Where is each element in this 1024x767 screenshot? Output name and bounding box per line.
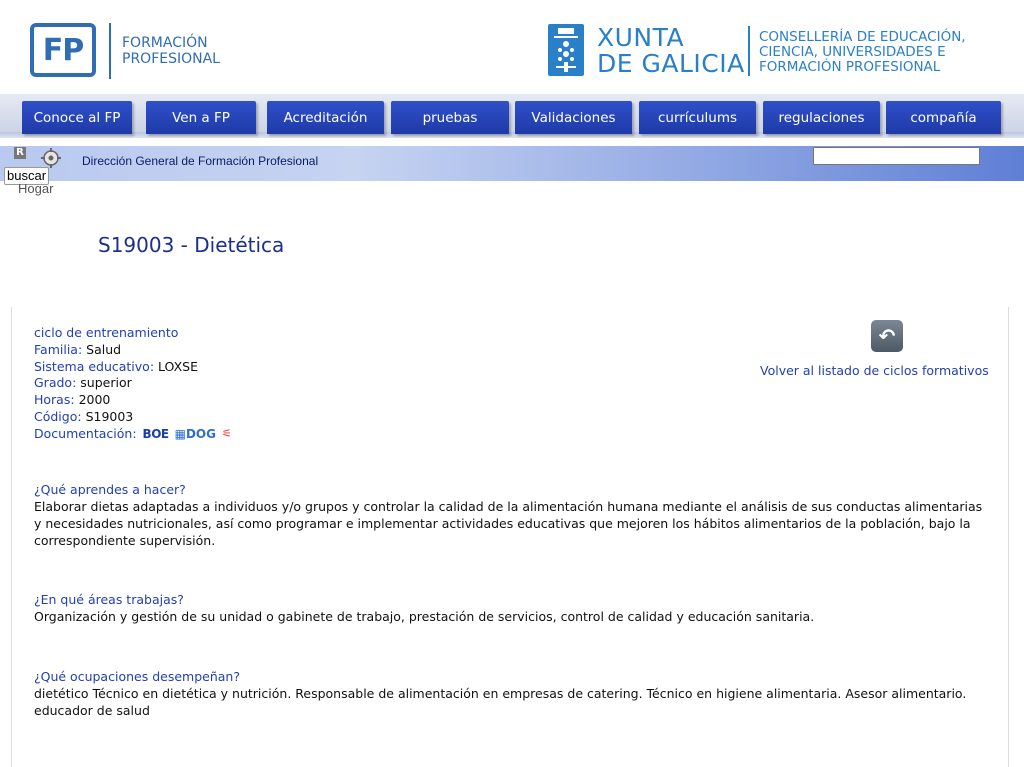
direccion-general-text: Dirección General de Formación Profesional <box>82 154 319 168</box>
info-code: Código: S19003 <box>34 408 134 424</box>
tab-regulaciones[interactable]: regulaciones <box>763 101 880 134</box>
info-hours: Horas: 2000 <box>34 392 111 408</box>
back-to-list-link[interactable]: Volver al listado de ciclos formativos <box>760 363 989 378</box>
back-arrow-icon[interactable]: ↶ <box>871 320 903 352</box>
page-title: S19003 - Dietética <box>98 233 285 257</box>
section-occupations: ¿Qué ocupaciones desempeñan? dietético Técnico en dietética y nutrición. Responsable de alimentación en empresas de catering. Técnico en higiene alimentaria. Asesor alimentario. educador de salud <box>34 669 967 718</box>
tab-acreditacion[interactable]: Acreditación <box>267 101 384 134</box>
boe-link[interactable]: BOE <box>142 426 169 441</box>
tab-compania[interactable]: compañía <box>886 101 1001 134</box>
info-heading: ciclo de entrenamiento <box>34 325 179 340</box>
tab-pruebas[interactable]: pruebas <box>391 101 509 134</box>
pdf-icon[interactable]: ⚟ <box>221 426 232 440</box>
section-work-areas: ¿En qué áreas trabajas? Organización y gestión de su unidad o gabinete de trabajo, prestación de servicios, control de calidad y educación sanitaria. <box>34 592 815 624</box>
fp-brand-text[interactable]: FORMACIÓN PROFESIONAL <box>122 35 220 67</box>
search-button[interactable]: buscar <box>4 167 49 185</box>
search-input[interactable] <box>813 147 980 165</box>
info-grade: Grado: superior <box>34 375 132 391</box>
tab-conoce-fp[interactable]: Conoce al FP <box>22 101 132 134</box>
fp-logo[interactable]: FP <box>30 23 96 77</box>
cycle-info <box>34 325 232 443</box>
tab-validaciones[interactable]: Validaciones <box>515 101 632 134</box>
gear-icon[interactable] <box>40 147 62 169</box>
registered-icon[interactable]: R <box>14 147 26 159</box>
info-system: Sistema educativo: LOXSE <box>34 358 198 374</box>
info-family: Familia: Salud <box>34 341 122 357</box>
xunta-divider <box>748 26 750 76</box>
tab-curriculums[interactable]: currículums <box>639 101 756 134</box>
tab-ven-a-fp[interactable]: Ven a FP <box>146 101 256 134</box>
xunta-emblem-icon[interactable] <box>548 24 584 76</box>
site-header <box>0 0 1024 94</box>
logo-divider <box>109 23 111 79</box>
dog-link[interactable]: ▦DOG <box>174 426 216 441</box>
info-documentation: Documentación: BOE ▦DOG ⚟ <box>34 425 232 441</box>
conselleria-text: CONSELLERÍA DE EDUCACIÓN, CIENCIA, UNIVERSIDADES E FORMACIÓN PROFESIONAL <box>759 29 966 75</box>
breadcrumb-home-link[interactable]: Hogar <box>18 181 54 196</box>
section-what-you-learn: ¿Qué aprendes a hacer? Elaborar dietas adaptadas a individuos y/o grupos y controlar la calidad de la alimentación humana mediante el análisis de sus conductas alimentarias y necesidades nutricionales, así como programar e implementar actividades educativas que mejoren los hábitos alimentarios de la población, bajo la correspondiente supervisión. <box>34 482 983 548</box>
xunta-wordmark[interactable]: XUNTA DE GALICIA <box>597 23 745 78</box>
